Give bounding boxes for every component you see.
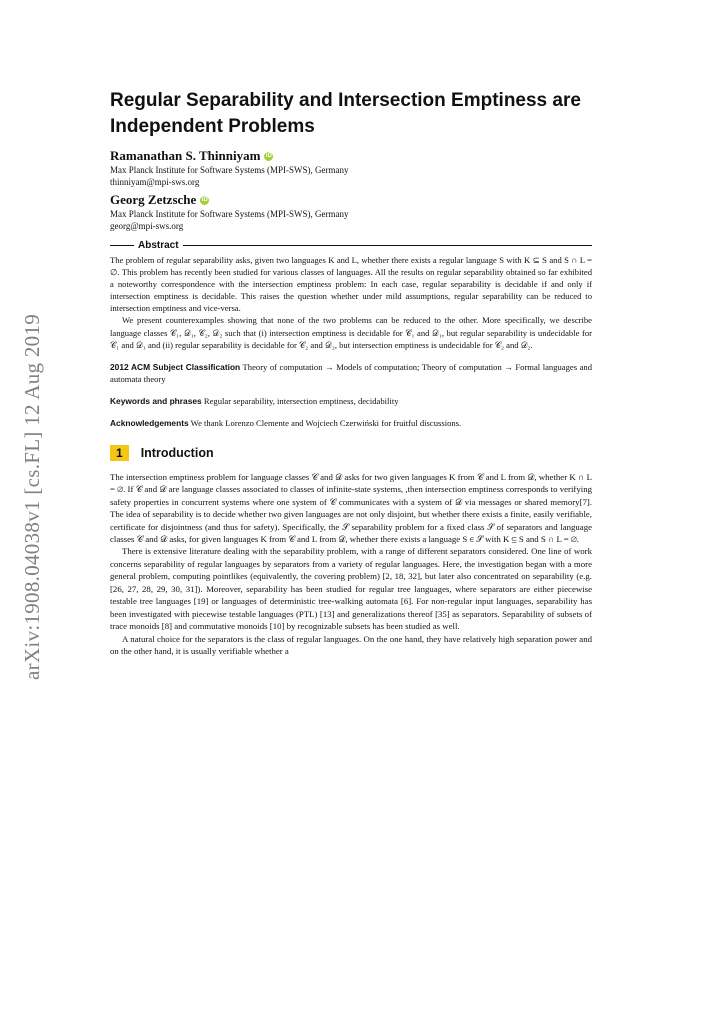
section-body bbox=[110, 471, 592, 658]
paper-title: Regular Separability and Intersection Emptiness are Independent Problems bbox=[110, 90, 581, 137]
author-name bbox=[110, 148, 592, 164]
abstract bbox=[110, 254, 592, 351]
body-paragraph: A natural choice for the separators is the class of regular languages. On the one hand, they have relatively high separation power and on the other hand, it is usually verifiable whether a bbox=[110, 633, 592, 657]
arxiv-identifier: arXiv:1908.04038v1 [cs.FL] 12 Aug 2019 bbox=[20, 313, 44, 680]
acm-classification bbox=[110, 361, 592, 385]
author-name-text: Georg Zetzsche bbox=[110, 192, 197, 207]
abstract-heading-text: Abstract bbox=[138, 240, 179, 251]
acknowledgements bbox=[110, 417, 592, 429]
keywords bbox=[110, 395, 592, 407]
orcid-icon[interactable]: iD bbox=[265, 152, 272, 159]
author-block bbox=[110, 148, 592, 188]
divider bbox=[183, 245, 592, 246]
author-affiliation: Max Planck Institute for Software Systems (MPI-SWS), Germany bbox=[110, 209, 349, 219]
author-name bbox=[110, 192, 592, 208]
author-email[interactable]: georg@mpi-sws.org bbox=[110, 221, 184, 231]
body-paragraph: There is extensive literature dealing with the separability problem, with a range of different separators considered. One line of work concerns separability of regular languages by separators from a variety of regular languages. Here, the investigation began with a more general problem, computing pointlikes (equivalently, the covering problem) [2, 18, 32], but later also concentrated on separability (e.g. [26, 27, 28, 29, 30, 31]). Moreover, separability has been studied for regular tree languages, where separators are either piecewise testable tree languages [19] or languages of deterministic tree-walking automata [6]. For non-regular input languages, separability has been investigated with piecewise testable languages (PTL) [13] and generalizations thereof [35] as separators. Separability of subsets of trace monoids [8] and commutative monoids [10] by recognizable subsets has been studied as well. bbox=[110, 546, 592, 632]
keywords-text: Regular separability, intersection emptiness, decidability bbox=[203, 395, 399, 406]
author-name-text: Ramanathan S. Thinniyam bbox=[110, 148, 261, 163]
abstract-paragraph: The problem of regular separability asks, given two languages K and L, whether there exists a regular language S with K ⊆ S and S ∩ L = ∅. This problem has recently been studied for various classes of languages. All the results on regular separability obtained so far exhibited a noteworthy correspondence with the intersection emptiness problem: In each case, regular separability is decidable if and only if intersection emptiness is decidable. This raises the question whether under mild assumptions, regular separability can be reduced to intersection emptiness and vice-versa. bbox=[110, 255, 592, 314]
author-email[interactable]: thinniyam@mpi-sws.org bbox=[110, 177, 200, 187]
author-block bbox=[110, 192, 592, 232]
abstract-heading bbox=[110, 240, 592, 251]
section-number: 1 bbox=[110, 445, 129, 461]
paper-page bbox=[110, 88, 592, 658]
section-heading bbox=[110, 445, 592, 461]
body-paragraph: The intersection emptiness problem for language classes 𝒞 and 𝒟 asks for two given languages K from 𝒞 and L from 𝒟, whether K ∩ L = ∅. If 𝒞 and 𝒟 are language classes associated to classes of infinite-state systems, ,then intersection emptiness corresponds to verifying safety properties in concurrent systems where one system of 𝒞 communicates with a system of 𝒟 via messages or shared memory[7]. The idea of separability is to decide whether two given languages are not only disjoint, but whether there exists a finite, easily verifiable, certificate for disjointness (and thus for safety). Specifically, the 𝒮 separability problem for a fixed class 𝒮 of separators and language classes 𝒞 and 𝒟 asks, for given languages K from 𝒞 and L from 𝒟, whether there exists a language S ∈ 𝒮 with K ⊆ S and S ∩ L = ∅. bbox=[110, 471, 592, 545]
classification-text: Theory of computation → Models of computation; Theory of computation → Formal languages and automata theory bbox=[110, 361, 592, 384]
acknowledgements-text: We thank Lorenzo Clemente and Wojciech Czerwiński for fruitful discussions. bbox=[190, 417, 462, 428]
section-title: Introduction bbox=[140, 445, 214, 460]
abstract-paragraph: We present counterexamples showing that none of the two problems can be reduced to the other. More specifically, we describe language classes 𝒞₁, 𝒟₁, 𝒞₂, 𝒟₂ such that (i) intersection emptiness is decidable for 𝒞₁ and 𝒟₁, but regular separability is undecidable for 𝒞₁ and 𝒟₁ and (ii) regular separability is decidable for 𝒞₂ and 𝒟₂, but intersection emptiness is undecidable for 𝒞₂ and 𝒟₂. bbox=[110, 315, 592, 350]
author-affiliation: Max Planck Institute for Software Systems (MPI-SWS), Germany bbox=[110, 165, 349, 175]
divider bbox=[110, 245, 134, 246]
classification-label: 2012 ACM Subject Classification bbox=[110, 361, 241, 372]
orcid-icon[interactable]: iD bbox=[201, 196, 208, 203]
acknowledgements-label: Acknowledgements bbox=[110, 417, 189, 428]
keywords-label: Keywords and phrases bbox=[110, 395, 202, 406]
